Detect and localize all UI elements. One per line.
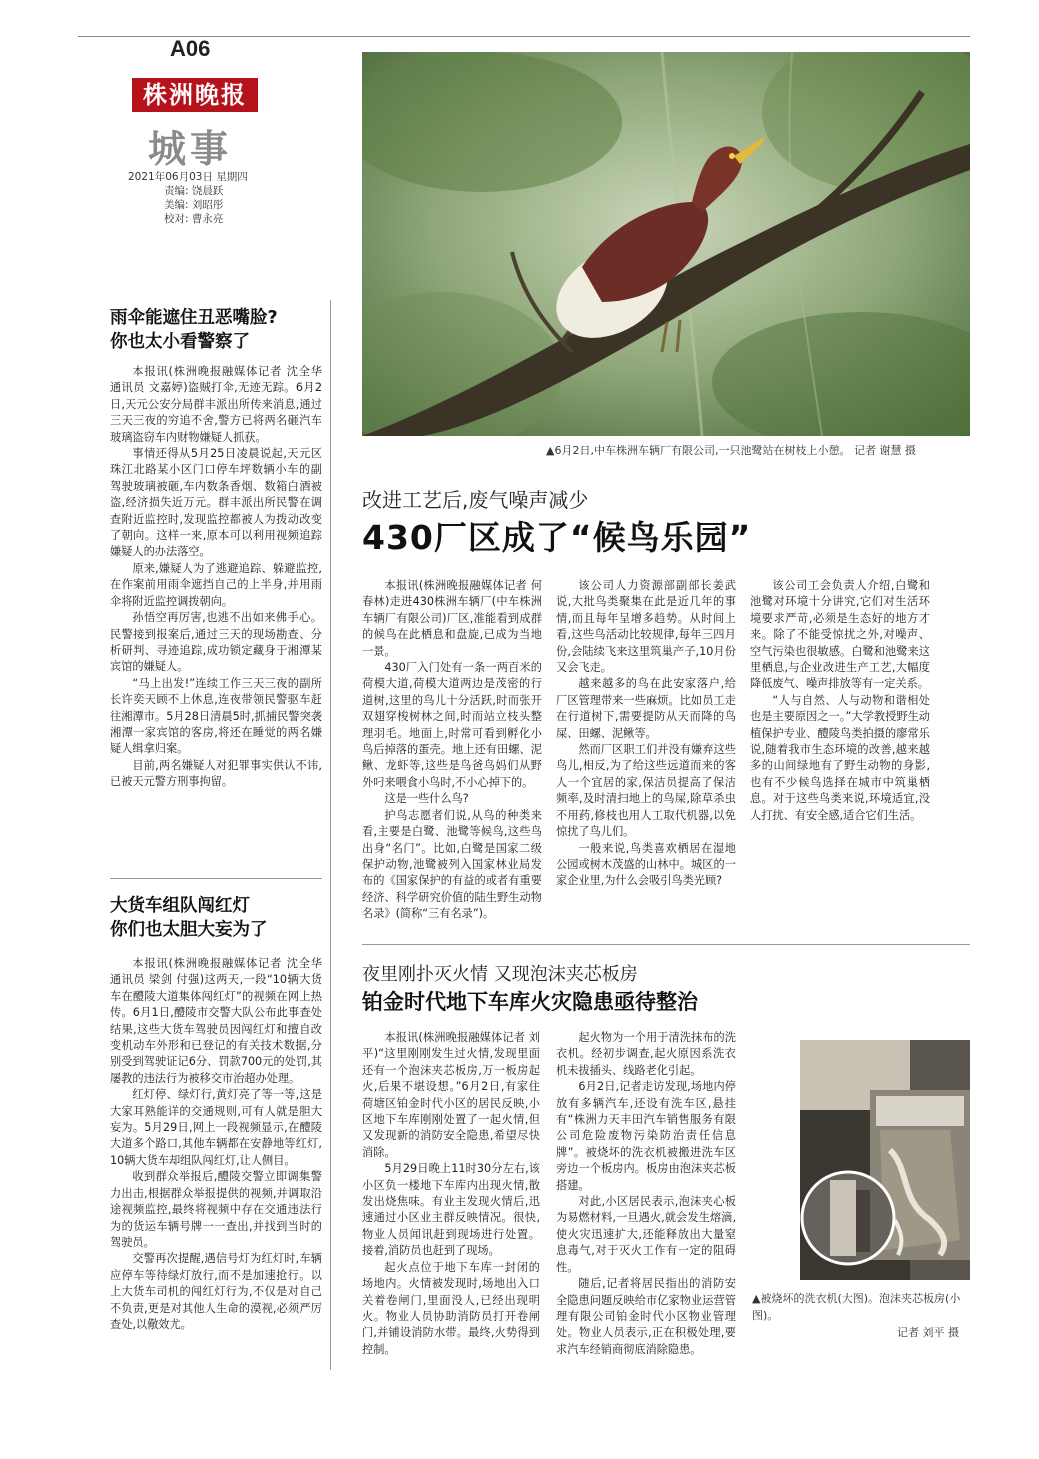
fire-article-subtitle: 夜里刚扑灭火情 又现泡沫夹芯板房 (362, 964, 638, 985)
paragraph: 5月29日晚上11时30分左右,该小区负一楼地下车库内出现火情,散发出烧焦味。有业主发现火情后,迅速通过小区业主群反映情况。很快,物业人员闻讯赶到现场进行处置。接着,消防员也赶到了现场。 (362, 1162, 540, 1258)
fire-photo-credit: 记者 刘平 摄 (897, 1326, 959, 1339)
fire-photo-caption: ▲被烧坏的洗衣机(大图)。泡沫夹芯板房(小图)。 (752, 1292, 961, 1322)
story-divider (362, 944, 970, 945)
trucks-article-body (110, 956, 322, 1333)
bird-photo (362, 52, 970, 436)
fire-article-column-2 (556, 1030, 736, 1358)
paragraph: 事情还得从5月25日凌晨说起,天元区珠江北路某小区门口停车坪数辆小车的副驾驶玻璃被砸,车内数条香烟、数箱白酒被盗,经济损失近万元。群丰派出所民警在调查附近监控时,发现监控都被人为拨动改变了朝向。这样一来,原本可以利用视频追踪嫌疑人的办法落空。 (110, 447, 322, 559)
trucks-article-headline (110, 894, 324, 942)
paragraph: 收到群众举报后,醴陵交警立即调集警力出击,根据群众举报提供的视频,并调取沿途视频监控,最终将视频中存在交通违法行为的货运车辆号牌一一查出,并找到当时的驾驶员。 (110, 1170, 322, 1249)
issue-date: 2021年06月03日 星期四 (128, 171, 248, 183)
headline-line-2: 你也太小看警察了 (110, 332, 250, 352)
section-title: 城事 (148, 126, 233, 171)
paragraph: 目前,两名嫌疑人对犯罪事实供认不讳,已被天元警方刑事拘留。 (110, 758, 322, 789)
paragraph: 本报讯(株洲晚报融媒体记者 沈全华 通讯员 文嘉婷)盗贼打伞,无迹无踪。6月2日,天元公安分局群丰派出所传来消息,通过三天三夜的穷追不舍,警方已将两名砸汽车玻璃盗窃车内财物嫌疑人抓获。 (110, 365, 322, 444)
paragraph: 然而厂区职工们并没有嫌弃这些鸟儿,相反,为了给这些远道而来的客人一个宜居的家,保洁员提高了保洁频率,及时清扫地上的鸟屎,除草杀虫不用药,修枝也用人工取代机器,以免惊扰了鸟儿们。 (556, 743, 736, 839)
page-number: A06 (170, 36, 211, 61)
washing-machine-illustration (800, 1040, 970, 1280)
paragraph: 护鸟志愿者们说,从鸟的种类来看,主要是白鹭、池鹭等候鸟,这些鸟出身“名门”。比如,白鹭是国家二级保护动物,池鹭被列入国家林业局发布的《国家保护的有益的或者有重要经济、科学研究价值的陆生野生动物名录》(简称“三有名录”)。 (362, 808, 542, 921)
bird-on-branch-illustration (362, 52, 970, 436)
headline-line-2: 你们也太胆大妄为了 (110, 920, 268, 940)
bird-article-column-2 (556, 578, 736, 890)
bird-article-subtitle: 改进工艺后,废气噪声减少 (362, 488, 589, 512)
paragraph: 随后,记者将居民指出的消防安全隐患问题反映给市亿家物业运营管理有限公司铂金时代小区物业管理处。物业人员表示,正在积极处理,要求汽车经销商彻底消除隐患。 (556, 1277, 736, 1356)
police-article-body (110, 364, 322, 791)
column-divider (330, 300, 331, 1370)
headline-line-1: 雨伞能遮住丑恶嘴脸? (110, 308, 278, 328)
fire-article-column-1 (362, 1030, 540, 1358)
paragraph: 对此,小区居民表示,泡沫夹心板为易燃材料,一旦遇火,就会发生熔滴,使火灾迅速扩大,还能释放出大量窒息毒气,对于灭火工作有一定的阻碍性。 (556, 1195, 736, 1274)
art-editor-credit: 美编: 刘昭彤 (164, 199, 224, 211)
paragraph: 红灯停、绿灯行,黄灯亮了等一等,这是大家耳熟能详的交通规则,可有人就是胆大妄为。5月29日,网上一段视频显示,在醴陵大道多个路口,其他车辆都在安静地等红灯,10辆大货车却组队闯红灯,让人侧目。 (110, 1088, 322, 1167)
newspaper-masthead: 株洲晚报 (132, 78, 258, 112)
paragraph: 起火物为一个用于清洗抹布的洗衣机。经初步调查,起火原因系洗衣机未拔插头、线路老化引起。 (556, 1031, 736, 1077)
proofreader-credit: 校对: 曹永亮 (164, 213, 224, 225)
burned-washing-machine-photo (800, 1040, 970, 1280)
paragraph: 该公司人力资源部副部长姜武说,大批鸟类聚集在此是近几年的事情,而且每年呈增多趋势。从时间上看,这些鸟活动比较规律,每年三四月份,会陆续飞来这里筑巢产子,10月份又会飞走。 (556, 579, 736, 675)
headline-line-1: 大货车组队闯红灯 (110, 896, 250, 916)
paragraph: 原来,嫌疑人为了逃避追踪、躲避监控,在作案前用雨伞遮挡自己的上半身,并用雨伞将附近监控调拨朝向。 (110, 561, 322, 608)
paragraph: 430厂入门处有一条一两百米的荷模大道,荷模大道两边是茂密的行道树,这里的鸟儿十分活跃,时而张开双翅穿梭树林之间,时而站立枝头整理羽毛。地面上,时常可看到孵化小鸟后掉落的蛋壳。地上还有田螺、泥鳅、龙虾等,这些是鸟爸鸟妈们从野外叼来喂食小鸟时,不小心掉下的。 (362, 661, 542, 789)
paragraph: 本报讯(株洲晚报融媒体记者 何春林)走进430株洲车辆厂(中车株洲车辆厂有限公司)厂区,准能看到成群的候鸟在此栖息和盘旋,已成为当地一景。 (362, 579, 542, 658)
police-article-headline (110, 306, 324, 354)
paragraph: 本报讯(株洲晚报融媒体记者 刘平)“这里刚刚发生过火情,发现里面还有一个泡沫夹芯板房,万一板房起火,后果不堪设想。”6月2日,有家住荷塘区铂金时代小区的居民反映,小区地下车库刚刚处置了一起火情,但又发现新的消防安全隐患,希望尽快消除。 (362, 1031, 540, 1159)
paragraph: 这是一些什么鸟? (384, 792, 469, 806)
paragraph: 本报讯(株洲晚报融媒体记者 沈全华 通讯员 梁剑 付强)这两天,一段“10辆大货车在醴陵大道集体闯红灯”的视频在网上热传。6月1日,醴陵市交警大队公布此事查处结果,这些大货车驾驶员因闯红灯和擅自改变机动车外形和已登记的有关技术数据,分别受到驾驶证记6分、罚款700元的处罚,其屡教的违法行为被移交市治超办处理。 (110, 957, 322, 1085)
fire-article-headline: 铂金时代地下车库火灾隐患亟待整治 (362, 990, 698, 1014)
paragraph: 起火点位于地下车库一封闭的场地内。火情被发现时,场地出入口关着卷闸门,里面没人,已经出现明火。物业人员协助消防员打开卷闸门,并铺设消防水带。最终,火势得到控制。 (362, 1260, 540, 1356)
bird-article-column-3 (750, 578, 930, 824)
paragraph: 该公司工会负责人介绍,白鹭和池鹭对环境十分讲究,它们对生活环境要求严苛,必须是生态好的地方才来。除了不能受惊扰之外,对噪声、空气污染也很敏感。白鹭和池鹭来这里栖息,与企业改进生产工艺,大幅度降低废气、噪声排放等有一定关系。 (750, 579, 930, 691)
paragraph: 孙悟空再厉害,也逃不出如来佛手心。民警接到报案后,通过三天的现场勘查、分析研判、寻迹追踪,成功锁定藏身于湘潭某宾馆的嫌疑人。 (110, 611, 322, 674)
left-story-divider (110, 878, 322, 879)
top-rule (78, 36, 970, 37)
paragraph: “马上出发!”连续工作三天三夜的副所长许奕天顾不上休息,连夜带领民警驱车赶往湘潭市。5月28日清晨5时,抓捕民警突袭湘潭一家宾馆的客房,将还在睡觉的两名嫌疑人缉拿归案。 (110, 676, 322, 756)
bird-article-column-1 (362, 578, 542, 923)
paragraph: 一般来说,鸟类喜欢栖居在湿地公园或树木茂盛的山林中。城区的一家企业里,为什么会吸引鸟类光顾? (556, 841, 736, 888)
paragraph: “人与自然、人与动物和谐相处也是主要原因之一。”大学教授野生动植保护专业、醴陵鸟类拍摄的廖常乐说,随着我市生态环境的改善,越来越多的山间绿地有了野生动物的身影,也有不少候鸟选择在城市中筑巢栖息。对于这些鸟类来说,环境适宜,没人打扰、有安全感,适合它们生活。 (750, 693, 930, 822)
editor-credit: 责编: 饶晨跃 (164, 185, 224, 197)
paragraph: 越来越多的鸟在此安家落户,给厂区管理带来一些麻烦。比如员工走在行道树下,需要提防从天而降的鸟屎、田螺、泥鳅等。 (556, 677, 736, 740)
bird-article-headline: 430厂区成了“候鸟乐园” (362, 518, 752, 557)
paragraph: 6月2日,记者走访发现,场地内停放有多辆汽车,还设有洗车区,悬挂有“株洲力天丰田汽车销售服务有限公司危险废物污染防治责任信息牌”。被烧坏的洗衣机被搬进洗车区旁边一个板房内。板房由泡沫夹芯板搭建。 (556, 1080, 736, 1192)
bird-photo-caption: ▲6月2日,中车株洲车辆厂有限公司,一只池鹭站在树枝上小憩。 记者 谢慧 摄 (546, 444, 916, 457)
issue-meta (128, 170, 248, 226)
paragraph: 交警再次提醒,遇信号灯为红灯时,车辆应停车等待绿灯放行,而不是加速抢行。以上大货车司机的闯红灯行为,不仅是对自己不负责,更是对其他人生命的漠视,必须严厉查处,以儆效尤。 (110, 1252, 322, 1331)
